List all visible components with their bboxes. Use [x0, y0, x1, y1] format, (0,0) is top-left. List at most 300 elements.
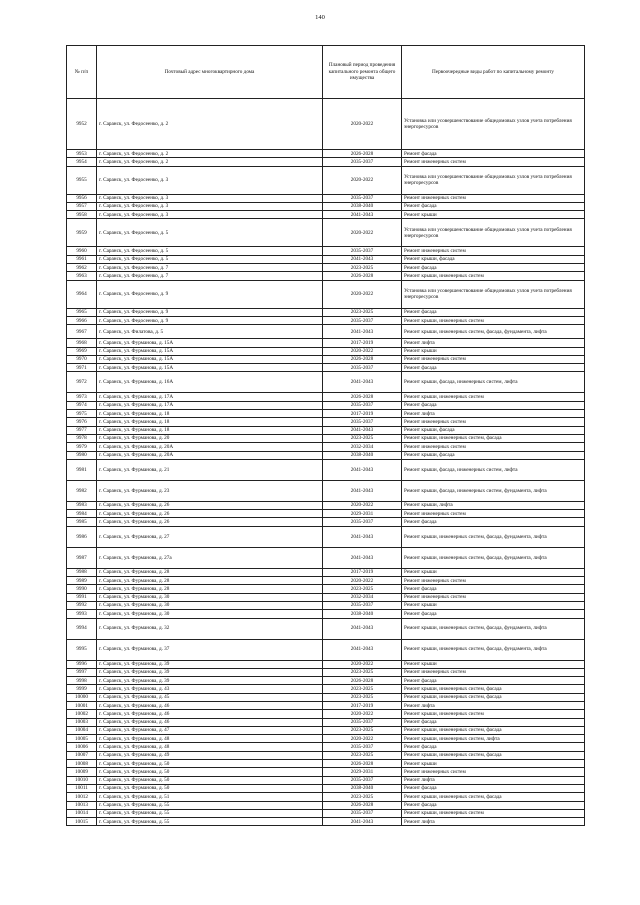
cell-work: Ремонт лифта — [402, 818, 585, 826]
cell-work: Ремонт фасада — [402, 202, 585, 210]
cell-period: 2020-2022 — [323, 219, 402, 247]
cell-num: 9958 — [67, 211, 97, 219]
table-row — [67, 685, 585, 693]
cell-period: 2041-2043 — [323, 618, 402, 639]
table-row — [67, 784, 585, 792]
cell-work: Ремонт инженерных систем — [402, 247, 585, 255]
cell-work: Ремонт фасада — [402, 308, 585, 316]
table-row — [67, 677, 585, 685]
table-row — [67, 247, 585, 255]
table-row — [67, 194, 585, 202]
cell-address: г. Саранск, ул. Фурманова, д. 30 — [97, 593, 323, 601]
cell-work: Ремонт инженерных систем — [402, 355, 585, 363]
table-row — [67, 601, 585, 609]
cell-period: 2023-2025 — [323, 308, 402, 316]
cell-period: 2035-2037 — [323, 364, 402, 372]
table-row — [67, 418, 585, 426]
cell-work: Ремонт лифта — [402, 776, 585, 784]
table-row — [67, 158, 585, 166]
table-row — [67, 518, 585, 526]
cell-work: Ремонт крыши, инженерных систем, фасада — [402, 726, 585, 734]
cell-num: 9974 — [67, 401, 97, 409]
cell-num: 10014 — [67, 809, 97, 817]
cell-work: Ремонт инженерных систем — [402, 194, 585, 202]
cell-period: 2041-2043 — [323, 639, 402, 660]
cell-period: 2038-2040 — [323, 610, 402, 618]
table-row — [67, 743, 585, 751]
table-row — [67, 660, 585, 668]
cell-period: 2035-2037 — [323, 743, 402, 751]
cell-address: г. Саранск, ул. Федосеенко, д. 3 — [97, 166, 323, 194]
cell-period: 2026-2028 — [323, 355, 402, 363]
cell-address: г. Саранск, ул. Фурманова, д. 26 — [97, 501, 323, 509]
cell-period: 2023-2025 — [323, 434, 402, 442]
cell-num: 10013 — [67, 801, 97, 809]
cell-work: Ремонт фасада — [402, 150, 585, 158]
cell-period: 2038-2040 — [323, 451, 402, 459]
table-row — [67, 166, 585, 194]
table-row — [67, 325, 585, 339]
cell-address: г. Саранск, ул. Фурманова, д. 55 — [97, 818, 323, 826]
cell-address: г. Саранск, ул. Федосеенко, д. 5 — [97, 255, 323, 263]
cell-num: 10012 — [67, 793, 97, 801]
cell-address: г. Саранск, ул. Фурманова, д. 51 — [97, 793, 323, 801]
cell-address: г. Саранск, ул. Фурманова, д. 32 — [97, 618, 323, 639]
cell-period: 2023-2025 — [323, 793, 402, 801]
cell-work: Ремонт крыши, фасада — [402, 426, 585, 434]
cell-num: 9988 — [67, 568, 97, 576]
cell-work: Ремонт крыши — [402, 211, 585, 219]
cell-num: 10004 — [67, 726, 97, 734]
cell-num: 9952 — [67, 99, 97, 150]
cell-period: 2020-2022 — [323, 501, 402, 509]
cell-period: 2038-2040 — [323, 202, 402, 210]
cell-address: г. Саранск, ул. Фурманова, д. 23 — [97, 480, 323, 501]
table-row — [67, 776, 585, 784]
cell-num: 10008 — [67, 760, 97, 768]
cell-address: г. Саранск, ул. Фурманова, д. 50 — [97, 784, 323, 792]
cell-num: 9991 — [67, 593, 97, 601]
table-row — [67, 726, 585, 734]
cell-address: г. Саранск, ул. Фурманова, д. 17А — [97, 393, 323, 401]
cell-work: Ремонт инженерных систем — [402, 668, 585, 676]
cell-period: 2041-2043 — [323, 526, 402, 547]
cell-num: 9956 — [67, 194, 97, 202]
cell-address: г. Саранск, ул. Федосеенко, д. 9 — [97, 280, 323, 308]
table-row — [67, 751, 585, 759]
cell-num: 9984 — [67, 510, 97, 518]
cell-work: Ремонт крыши, инженерных систем, фасада — [402, 751, 585, 759]
table-row — [67, 372, 585, 393]
header-address: Почтовый адрес многоквартирного дома — [97, 46, 323, 99]
cell-work: Ремонт крыши, инженерных систем, фасада — [402, 685, 585, 693]
cell-address: г. Саранск, ул. Федосеенко, д. 7 — [97, 264, 323, 272]
table-row — [67, 459, 585, 480]
cell-address: г. Саранск, ул. Фурманова, д. 18 — [97, 418, 323, 426]
cell-period: 2020-2022 — [323, 735, 402, 743]
cell-work: Ремонт крыши — [402, 660, 585, 668]
cell-work: Установка или усовершенствование общедомовых узлов учета потребления энергоресурсов — [402, 280, 585, 308]
cell-num: 9983 — [67, 501, 97, 509]
cell-period: 2035-2037 — [323, 601, 402, 609]
table-row — [67, 264, 585, 272]
cell-work: Ремонт фасада — [402, 585, 585, 593]
cell-address: г. Саранск, ул. Фурманова, д. 46 — [97, 718, 323, 726]
cell-address: г. Саранск, ул. Фурманова, д. 43 — [97, 685, 323, 693]
table-row — [67, 308, 585, 316]
cell-work: Ремонт фасада — [402, 364, 585, 372]
cell-num: 9967 — [67, 325, 97, 339]
cell-work: Ремонт крыши, инженерных систем — [402, 316, 585, 324]
cell-period: 2035-2037 — [323, 776, 402, 784]
cell-period: 2041-2043 — [323, 211, 402, 219]
cell-num: 9994 — [67, 618, 97, 639]
cell-address: г. Саранск, ул. Федосеенко, д. 3 — [97, 194, 323, 202]
cell-period: 2038-2040 — [323, 784, 402, 792]
cell-num: 9975 — [67, 410, 97, 418]
cell-work: Ремонт фасада — [402, 784, 585, 792]
cell-num: 9997 — [67, 668, 97, 676]
cell-address: г. Саранск, ул. Фурманова, д. 30 — [97, 601, 323, 609]
cell-num: 9978 — [67, 434, 97, 442]
cell-address: г. Саранск, ул. Фурманова, д. 48 — [97, 735, 323, 743]
header-work: Первоочередные виды работ по капитальному ремонту — [402, 46, 585, 99]
cell-period: 2026-2028 — [323, 760, 402, 768]
cell-period: 2035-2037 — [323, 158, 402, 166]
cell-work: Ремонт лифта — [402, 701, 585, 709]
cell-num: 9981 — [67, 459, 97, 480]
cell-address: г. Саранск, ул. Федосеенко, д. 2 — [97, 150, 323, 158]
table-body — [67, 99, 585, 826]
cell-address: г. Саранск, ул. Филатова, д. 5 — [97, 325, 323, 339]
cell-num: 10001 — [67, 701, 97, 709]
cell-work: Ремонт крыши, фасада — [402, 255, 585, 263]
cell-address: г. Саранск, ул. Фурманова, д. 48 — [97, 743, 323, 751]
cell-period: 2020-2022 — [323, 99, 402, 150]
cell-address: г. Саранск, ул. Федосеенко, д. 7 — [97, 272, 323, 280]
table-row — [67, 339, 585, 347]
cell-work: Ремонт инженерных систем — [402, 768, 585, 776]
cell-work: Ремонт фасада — [402, 518, 585, 526]
table-row — [67, 735, 585, 743]
cell-address: г. Саранск, ул. Фурманова, д. 30 — [97, 610, 323, 618]
cell-work: Установка или усовершенствование общедомовых узлов учета потребления энергоресурсов — [402, 99, 585, 150]
cell-num: 9987 — [67, 547, 97, 568]
cell-work: Ремонт крыши, инженерных систем — [402, 272, 585, 280]
cell-period: 2017-2019 — [323, 568, 402, 576]
table-row — [67, 585, 585, 593]
cell-period: 2023-2025 — [323, 585, 402, 593]
cell-work: Ремонт крыши, инженерных систем, фасада — [402, 793, 585, 801]
table-row — [67, 451, 585, 459]
cell-num: 9977 — [67, 426, 97, 434]
cell-address: г. Саранск, ул. Федосеенко, д. 3 — [97, 202, 323, 210]
table-row — [67, 364, 585, 372]
cell-num: 9963 — [67, 272, 97, 280]
cell-period: 2041-2043 — [323, 480, 402, 501]
cell-work: Ремонт фасада — [402, 718, 585, 726]
cell-period: 2023-2025 — [323, 668, 402, 676]
cell-num: 9964 — [67, 280, 97, 308]
cell-num: 10007 — [67, 751, 97, 759]
cell-address: г. Саранск, ул. Фурманова, д. 28 — [97, 577, 323, 585]
cell-work: Ремонт крыши, фасада, инженерных систем, лифта — [402, 459, 585, 480]
cell-num: 9999 — [67, 685, 97, 693]
cell-address: г. Саранск, ул. Фурманова, д. 20 — [97, 434, 323, 442]
cell-work: Ремонт инженерных систем — [402, 443, 585, 451]
cell-num: 9953 — [67, 150, 97, 158]
cell-num: 9966 — [67, 316, 97, 324]
cell-work: Ремонт лифта — [402, 339, 585, 347]
cell-address: г. Саранск, ул. Фурманова, д. 55 — [97, 801, 323, 809]
cell-work: Ремонт фасада — [402, 677, 585, 685]
cell-period: 2020-2022 — [323, 280, 402, 308]
cell-work: Ремонт крыши, инженерных систем, фасада, фундамента, лифта — [402, 547, 585, 568]
cell-period: 2041-2043 — [323, 459, 402, 480]
table-row — [67, 593, 585, 601]
table-row — [67, 547, 585, 568]
cell-period: 2023-2025 — [323, 264, 402, 272]
table-row — [67, 693, 585, 701]
table-row — [67, 255, 585, 263]
cell-num: 9969 — [67, 347, 97, 355]
cell-address: г. Саранск, ул. Фурманова, д. 16А — [97, 372, 323, 393]
cell-work: Ремонт инженерных систем — [402, 158, 585, 166]
cell-work: Ремонт фасада — [402, 743, 585, 751]
cell-period: 2035-2037 — [323, 401, 402, 409]
table-row — [67, 219, 585, 247]
table-row — [67, 393, 585, 401]
cell-num: 9973 — [67, 393, 97, 401]
cell-num: 9971 — [67, 364, 97, 372]
table-row — [67, 768, 585, 776]
cell-period: 2032-2034 — [323, 443, 402, 451]
cell-period: 2020-2022 — [323, 660, 402, 668]
cell-address: г. Саранск, ул. Федосеенко, д. 9 — [97, 316, 323, 324]
cell-period: 2017-2019 — [323, 701, 402, 709]
cell-period: 2041-2043 — [323, 372, 402, 393]
table-row — [67, 701, 585, 709]
cell-num: 10006 — [67, 743, 97, 751]
cell-work: Ремонт крыши, фасада — [402, 451, 585, 459]
header-period: Плановый период проведения капитального ремонта общего имущества — [323, 46, 402, 99]
cell-work: Ремонт фасада — [402, 401, 585, 409]
capital-repair-table — [66, 45, 585, 826]
cell-period: 2041-2043 — [323, 255, 402, 263]
table-row — [67, 410, 585, 418]
cell-num: 10000 — [67, 693, 97, 701]
header-num: № п/п — [67, 46, 97, 99]
table-row — [67, 426, 585, 434]
cell-period: 2023-2025 — [323, 751, 402, 759]
cell-num: 9998 — [67, 677, 97, 685]
cell-num: 9996 — [67, 660, 97, 668]
cell-work: Ремонт инженерных систем — [402, 593, 585, 601]
cell-num: 9968 — [67, 339, 97, 347]
cell-period: 2020-2022 — [323, 166, 402, 194]
table-row — [67, 480, 585, 501]
cell-num: 10009 — [67, 768, 97, 776]
cell-address: г. Саранск, ул. Федосеенко, д. 5 — [97, 219, 323, 247]
cell-period: 2020-2022 — [323, 347, 402, 355]
table-header-row — [67, 46, 585, 99]
cell-work: Ремонт крыши, инженерных систем, фасада — [402, 434, 585, 442]
cell-period: 2020-2022 — [323, 577, 402, 585]
cell-work: Ремонт крыши, инженерных систем, лифта — [402, 735, 585, 743]
cell-num: 10003 — [67, 718, 97, 726]
cell-work: Ремонт крыши, инженерных систем — [402, 710, 585, 718]
cell-num: 9954 — [67, 158, 97, 166]
table-row — [67, 316, 585, 324]
cell-num: 9986 — [67, 526, 97, 547]
cell-address: г. Саранск, ул. Фурманова, д. 21 — [97, 459, 323, 480]
table-row — [67, 618, 585, 639]
cell-address: г. Саранск, ул. Федосеенко, д. 2 — [97, 99, 323, 150]
cell-num: 9965 — [67, 308, 97, 316]
cell-period: 2041-2043 — [323, 325, 402, 339]
table-row — [67, 818, 585, 826]
table-row — [67, 355, 585, 363]
table-row — [67, 793, 585, 801]
table-row — [67, 510, 585, 518]
cell-period: 2023-2025 — [323, 685, 402, 693]
table-row — [67, 526, 585, 547]
table-row — [67, 280, 585, 308]
cell-num: 9976 — [67, 418, 97, 426]
table-row — [67, 501, 585, 509]
cell-period: 2026-2028 — [323, 150, 402, 158]
cell-work: Ремонт фасада — [402, 610, 585, 618]
cell-address: г. Саранск, ул. Фурманова, д. 55 — [97, 809, 323, 817]
table-row — [67, 668, 585, 676]
table-row — [67, 801, 585, 809]
cell-address: г. Саранск, ул. Фурманова, д. 39 — [97, 660, 323, 668]
table-row — [67, 211, 585, 219]
cell-num: 9957 — [67, 202, 97, 210]
cell-period: 2035-2037 — [323, 316, 402, 324]
table-row — [67, 272, 585, 280]
table-row — [67, 99, 585, 150]
cell-num: 9972 — [67, 372, 97, 393]
cell-period: 2023-2025 — [323, 693, 402, 701]
cell-num: 9985 — [67, 518, 97, 526]
cell-address: г. Саранск, ул. Фурманова, д. 20А — [97, 451, 323, 459]
cell-num: 9995 — [67, 639, 97, 660]
cell-period: 2035-2037 — [323, 194, 402, 202]
table-row — [67, 568, 585, 576]
cell-work: Ремонт фасада — [402, 801, 585, 809]
cell-work: Ремонт фасада — [402, 264, 585, 272]
cell-num: 10002 — [67, 710, 97, 718]
cell-address: г. Саранск, ул. Фурманова, д. 39 — [97, 677, 323, 685]
cell-address: г. Саранск, ул. Фурманова, д. 27 — [97, 526, 323, 547]
table-row — [67, 202, 585, 210]
cell-address: г. Саранск, ул. Фурманова, д. 18 — [97, 426, 323, 434]
cell-num: 9960 — [67, 247, 97, 255]
cell-work: Ремонт крыши, инженерных систем, фасада — [402, 693, 585, 701]
cell-work: Ремонт инженерных систем — [402, 510, 585, 518]
table-row — [67, 718, 585, 726]
table-row — [67, 639, 585, 660]
cell-address: г. Саранск, ул. Фурманова, д. 28 — [97, 568, 323, 576]
cell-address: г. Саранск, ул. Фурманова, д. 49 — [97, 751, 323, 759]
cell-address: г. Саранск, ул. Фурманова, д. 26 — [97, 510, 323, 518]
cell-period: 2026-2028 — [323, 801, 402, 809]
cell-period: 2041-2043 — [323, 818, 402, 826]
cell-period: 2035-2037 — [323, 418, 402, 426]
cell-period: 2035-2037 — [323, 809, 402, 817]
table-row — [67, 610, 585, 618]
cell-work: Ремонт крыши, инженерных систем — [402, 393, 585, 401]
cell-work: Ремонт крыши, фасада, инженерных систем, лифта — [402, 372, 585, 393]
table-row — [67, 347, 585, 355]
table-row — [67, 401, 585, 409]
cell-address: г. Саранск, ул. Федосеенко, д. 5 — [97, 247, 323, 255]
cell-work: Ремонт крыши — [402, 601, 585, 609]
cell-work: Ремонт лифта — [402, 410, 585, 418]
cell-period: 2026-2028 — [323, 272, 402, 280]
cell-work: Ремонт крыши, фасада, инженерных систем, фундамента, лифта — [402, 480, 585, 501]
cell-work: Ремонт инженерных систем — [402, 577, 585, 585]
cell-work: Ремонт крыши, лифта — [402, 501, 585, 509]
cell-period: 2029-2031 — [323, 510, 402, 518]
table-row — [67, 710, 585, 718]
table-row — [67, 434, 585, 442]
cell-period: 2032-2034 — [323, 593, 402, 601]
cell-work: Ремонт крыши — [402, 760, 585, 768]
cell-num: 9989 — [67, 577, 97, 585]
cell-period: 2023-2025 — [323, 726, 402, 734]
cell-num: 9970 — [67, 355, 97, 363]
cell-address: г. Саранск, ул. Фурманова, д. 27а — [97, 547, 323, 568]
cell-address: г. Саранск, ул. Федосеенко, д. 2 — [97, 158, 323, 166]
cell-address: г. Саранск, ул. Фурманова, д. 46 — [97, 710, 323, 718]
cell-work: Ремонт инженерных систем — [402, 418, 585, 426]
cell-address: г. Саранск, ул. Фурманова, д. 18 — [97, 410, 323, 418]
cell-address: г. Саранск, ул. Федосеенко, д. 9 — [97, 308, 323, 316]
cell-period: 2026-2028 — [323, 677, 402, 685]
cell-num: 9955 — [67, 166, 97, 194]
table-row — [67, 577, 585, 585]
cell-num: 10015 — [67, 818, 97, 826]
cell-period: 2035-2037 — [323, 518, 402, 526]
page-number: 140 — [315, 14, 325, 21]
cell-address: г. Саранск, ул. Фурманова, д. 15А — [97, 364, 323, 372]
cell-work: Ремонт крыши, инженерных систем, фасада, фундамента, лифта — [402, 639, 585, 660]
cell-num: 9990 — [67, 585, 97, 593]
cell-work: Ремонт крыши, инженерных систем — [402, 809, 585, 817]
cell-num: 9982 — [67, 480, 97, 501]
cell-num: 10005 — [67, 735, 97, 743]
cell-num: 9979 — [67, 443, 97, 451]
cell-period: 2035-2037 — [323, 718, 402, 726]
cell-address: г. Саранск, ул. Фурманова, д. 50 — [97, 776, 323, 784]
cell-num: 9962 — [67, 264, 97, 272]
cell-work: Ремонт крыши, инженерных систем, фасада, фундамента, лифта — [402, 325, 585, 339]
cell-address: г. Саранск, ул. Фурманова, д. 20А — [97, 443, 323, 451]
cell-num: 9961 — [67, 255, 97, 263]
cell-address: г. Саранск, ул. Фурманова, д. 37 — [97, 639, 323, 660]
cell-address: г. Саранск, ул. Фурманова, д. 28 — [97, 585, 323, 593]
cell-address: г. Саранск, ул. Фурманова, д. 50 — [97, 768, 323, 776]
cell-address: г. Саранск, ул. Фурманова, д. 15А — [97, 355, 323, 363]
cell-period: 2017-2019 — [323, 410, 402, 418]
cell-work: Ремонт крыши, инженерных систем, фасада, фундамента, лифта — [402, 618, 585, 639]
cell-period: 2029-2031 — [323, 768, 402, 776]
cell-address: г. Саранск, ул. Фурманова, д. 15А — [97, 339, 323, 347]
cell-address: г. Саранск, ул. Фурманова, д. 17А — [97, 401, 323, 409]
cell-num: 9959 — [67, 219, 97, 247]
